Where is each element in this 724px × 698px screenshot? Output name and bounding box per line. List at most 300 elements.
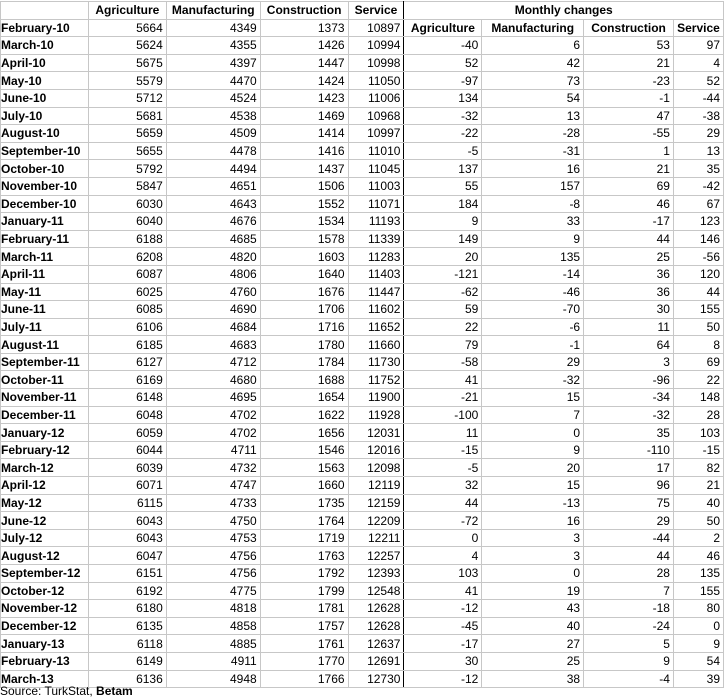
service-level: 11602	[348, 301, 404, 319]
service-change: 21	[673, 477, 723, 495]
construction-change: 5	[584, 635, 674, 653]
manufacturing-level: 4702	[166, 406, 260, 424]
construction-change: -18	[584, 600, 674, 618]
construction-level: 1764	[260, 512, 348, 530]
header-manufacturing: Manufacturing	[166, 2, 260, 20]
service-change: 123	[673, 213, 723, 231]
service-change: 69	[673, 353, 723, 371]
agriculture-change: 9	[404, 213, 482, 231]
agriculture-level: 6040	[88, 213, 166, 231]
agriculture-change: 0	[404, 529, 482, 547]
manufacturing-change: -70	[482, 301, 584, 319]
row-label: March-10	[1, 37, 89, 55]
row-label: November-11	[1, 389, 89, 407]
table-row	[1, 301, 724, 319]
service-change: 2	[673, 529, 723, 547]
manufacturing-level: 4355	[166, 37, 260, 55]
agriculture-level: 5664	[88, 19, 166, 37]
agriculture-level: 6085	[88, 301, 166, 319]
agriculture-change: -5	[404, 142, 482, 160]
agriculture-change: 103	[404, 565, 482, 583]
service-level: 11003	[348, 177, 404, 195]
construction-level: 1563	[260, 459, 348, 477]
change-header-service: Service	[673, 19, 723, 37]
construction-level: 1469	[260, 107, 348, 125]
service-change: 82	[673, 459, 723, 477]
manufacturing-change: 73	[482, 72, 584, 90]
manufacturing-change: -32	[482, 371, 584, 389]
construction-change: 35	[584, 424, 674, 442]
row-label: October-12	[1, 582, 89, 600]
service-level: 10968	[348, 107, 404, 125]
row-label: November-10	[1, 177, 89, 195]
construction-change: 25	[584, 248, 674, 266]
service-level: 11403	[348, 265, 404, 283]
manufacturing-level: 4712	[166, 353, 260, 371]
agriculture-level: 6208	[88, 248, 166, 266]
agriculture-level: 6127	[88, 353, 166, 371]
row-label: July-10	[1, 107, 89, 125]
construction-level: 1534	[260, 213, 348, 231]
construction-change: -34	[584, 389, 674, 407]
construction-change: -96	[584, 371, 674, 389]
agriculture-level: 6136	[88, 670, 166, 688]
row-label: April-10	[1, 54, 89, 72]
service-level: 12730	[348, 670, 404, 688]
service-change: -56	[673, 248, 723, 266]
construction-level: 1792	[260, 565, 348, 583]
agriculture-level: 6149	[88, 652, 166, 670]
agriculture-change: -15	[404, 441, 482, 459]
construction-change: 47	[584, 107, 674, 125]
service-level: 11339	[348, 230, 404, 248]
manufacturing-change: 9	[482, 441, 584, 459]
manufacturing-change: -1	[482, 336, 584, 354]
agriculture-change: -32	[404, 107, 482, 125]
manufacturing-level: 4470	[166, 72, 260, 90]
construction-level: 1424	[260, 72, 348, 90]
row-label: August-11	[1, 336, 89, 354]
manufacturing-change: 157	[482, 177, 584, 195]
manufacturing-change: 29	[482, 353, 584, 371]
service-change: 54	[673, 652, 723, 670]
service-change: 4	[673, 54, 723, 72]
service-level: 10897	[348, 19, 404, 37]
service-level: 12031	[348, 424, 404, 442]
table-row	[1, 529, 724, 547]
row-label: March-11	[1, 248, 89, 266]
manufacturing-level: 4397	[166, 54, 260, 72]
service-level: 12211	[348, 529, 404, 547]
service-level: 12393	[348, 565, 404, 583]
manufacturing-level: 4685	[166, 230, 260, 248]
table-row	[1, 565, 724, 583]
row-label: December-10	[1, 195, 89, 213]
service-change: 9	[673, 635, 723, 653]
service-level: 12016	[348, 441, 404, 459]
construction-level: 1688	[260, 371, 348, 389]
row-label: June-12	[1, 512, 89, 530]
construction-change: 46	[584, 195, 674, 213]
table-row	[1, 125, 724, 143]
service-level: 11900	[348, 389, 404, 407]
service-level: 11071	[348, 195, 404, 213]
service-level: 12691	[348, 652, 404, 670]
construction-level: 1506	[260, 177, 348, 195]
construction-level: 1799	[260, 582, 348, 600]
service-level: 10998	[348, 54, 404, 72]
agriculture-level: 5847	[88, 177, 166, 195]
construction-level: 1546	[260, 441, 348, 459]
agriculture-change: -58	[404, 353, 482, 371]
agriculture-level: 6135	[88, 617, 166, 635]
construction-level: 1660	[260, 477, 348, 495]
agriculture-change: 44	[404, 494, 482, 512]
manufacturing-level: 4702	[166, 424, 260, 442]
agriculture-change: -17	[404, 635, 482, 653]
service-level: 11045	[348, 160, 404, 178]
table-row	[1, 582, 724, 600]
construction-change: 21	[584, 54, 674, 72]
service-level: 12628	[348, 617, 404, 635]
table-row	[1, 248, 724, 266]
table-row	[1, 371, 724, 389]
manufacturing-level: 4676	[166, 213, 260, 231]
manufacturing-level: 4690	[166, 301, 260, 319]
construction-level: 1761	[260, 635, 348, 653]
service-level: 11010	[348, 142, 404, 160]
table-row	[1, 494, 724, 512]
agriculture-change: -72	[404, 512, 482, 530]
manufacturing-change: 15	[482, 389, 584, 407]
construction-level: 1622	[260, 406, 348, 424]
service-change: 28	[673, 406, 723, 424]
manufacturing-level: 4494	[166, 160, 260, 178]
agriculture-level: 5659	[88, 125, 166, 143]
table-row	[1, 107, 724, 125]
row-label: January-12	[1, 424, 89, 442]
service-level: 11283	[348, 248, 404, 266]
construction-change: 17	[584, 459, 674, 477]
row-label: December-11	[1, 406, 89, 424]
agriculture-change: 22	[404, 318, 482, 336]
construction-level: 1770	[260, 652, 348, 670]
row-label: August-12	[1, 547, 89, 565]
construction-level: 1735	[260, 494, 348, 512]
table-row	[1, 213, 724, 231]
service-change: 50	[673, 318, 723, 336]
agriculture-change: -121	[404, 265, 482, 283]
manufacturing-level: 4733	[166, 494, 260, 512]
table-row	[1, 512, 724, 530]
manufacturing-change: 3	[482, 529, 584, 547]
service-level: 12637	[348, 635, 404, 653]
construction-level: 1416	[260, 142, 348, 160]
manufacturing-change: 40	[482, 617, 584, 635]
row-label: June-10	[1, 89, 89, 107]
agriculture-level: 6059	[88, 424, 166, 442]
agriculture-change: -97	[404, 72, 482, 90]
header-blank	[1, 2, 89, 20]
row-label: November-12	[1, 600, 89, 618]
agriculture-level: 5792	[88, 160, 166, 178]
agriculture-change: -12	[404, 600, 482, 618]
agriculture-level: 6169	[88, 371, 166, 389]
manufacturing-level: 4885	[166, 635, 260, 653]
service-level: 11652	[348, 318, 404, 336]
agriculture-change: 11	[404, 424, 482, 442]
manufacturing-level: 4732	[166, 459, 260, 477]
service-level: 11752	[348, 371, 404, 389]
agriculture-level: 6071	[88, 477, 166, 495]
row-label: May-11	[1, 283, 89, 301]
manufacturing-change: -46	[482, 283, 584, 301]
construction-level: 1373	[260, 19, 348, 37]
header-agriculture: Agriculture	[88, 2, 166, 20]
service-change: 44	[673, 283, 723, 301]
service-change: 29	[673, 125, 723, 143]
service-change: 22	[673, 371, 723, 389]
construction-level: 1780	[260, 336, 348, 354]
construction-level: 1640	[260, 265, 348, 283]
service-change: 146	[673, 230, 723, 248]
service-level: 10994	[348, 37, 404, 55]
agriculture-level: 6192	[88, 582, 166, 600]
table-row	[1, 142, 724, 160]
row-label: April-12	[1, 477, 89, 495]
table-row	[1, 424, 724, 442]
service-change: 52	[673, 72, 723, 90]
construction-level: 1414	[260, 125, 348, 143]
table-row	[1, 652, 724, 670]
row-label: December-12	[1, 617, 89, 635]
agriculture-change: 59	[404, 301, 482, 319]
agriculture-change: 79	[404, 336, 482, 354]
manufacturing-level: 4948	[166, 670, 260, 688]
service-level: 11050	[348, 72, 404, 90]
service-level: 12209	[348, 512, 404, 530]
construction-change: -110	[584, 441, 674, 459]
manufacturing-level: 4524	[166, 89, 260, 107]
row-label: September-10	[1, 142, 89, 160]
construction-level: 1784	[260, 353, 348, 371]
construction-change: 1	[584, 142, 674, 160]
row-label: April-11	[1, 265, 89, 283]
manufacturing-change: 135	[482, 248, 584, 266]
manufacturing-level: 4651	[166, 177, 260, 195]
construction-level: 1552	[260, 195, 348, 213]
change-header-construction: Construction	[584, 19, 674, 37]
service-level: 11447	[348, 283, 404, 301]
manufacturing-change: -8	[482, 195, 584, 213]
table-row	[1, 600, 724, 618]
construction-level: 1654	[260, 389, 348, 407]
service-change: 13	[673, 142, 723, 160]
table-row	[1, 89, 724, 107]
manufacturing-level: 4756	[166, 547, 260, 565]
manufacturing-change: -6	[482, 318, 584, 336]
manufacturing-change: -14	[482, 265, 584, 283]
agriculture-level: 6030	[88, 195, 166, 213]
construction-change: 29	[584, 512, 674, 530]
table-row	[1, 19, 724, 37]
row-label: October-10	[1, 160, 89, 178]
service-change: 148	[673, 389, 723, 407]
table-row	[1, 195, 724, 213]
construction-change: -23	[584, 72, 674, 90]
employment-table	[0, 1, 724, 688]
manufacturing-change: 0	[482, 565, 584, 583]
agriculture-level: 6151	[88, 565, 166, 583]
construction-change: 3	[584, 353, 674, 371]
construction-change: 96	[584, 477, 674, 495]
header-service: Service	[348, 2, 404, 20]
service-change: -42	[673, 177, 723, 195]
table-row	[1, 54, 724, 72]
row-label: June-11	[1, 301, 89, 319]
agriculture-change: -45	[404, 617, 482, 635]
table-row	[1, 336, 724, 354]
agriculture-change: 41	[404, 582, 482, 600]
manufacturing-change: 19	[482, 582, 584, 600]
agriculture-level: 6106	[88, 318, 166, 336]
table-row	[1, 617, 724, 635]
table-row	[1, 318, 724, 336]
header-construction: Construction	[260, 2, 348, 20]
manufacturing-change: 27	[482, 635, 584, 653]
service-change: -38	[673, 107, 723, 125]
header-row	[1, 2, 724, 20]
construction-level: 1766	[260, 670, 348, 688]
manufacturing-change: 3	[482, 547, 584, 565]
row-label: February-11	[1, 230, 89, 248]
manufacturing-change: 43	[482, 600, 584, 618]
agriculture-level: 6047	[88, 547, 166, 565]
agriculture-level: 6025	[88, 283, 166, 301]
construction-change: 36	[584, 283, 674, 301]
agriculture-change: 134	[404, 89, 482, 107]
table-row	[1, 441, 724, 459]
construction-level: 1423	[260, 89, 348, 107]
row-label: September-11	[1, 353, 89, 371]
row-label: September-12	[1, 565, 89, 583]
manufacturing-level: 4683	[166, 336, 260, 354]
manufacturing-change: 33	[482, 213, 584, 231]
agriculture-level: 6048	[88, 406, 166, 424]
row-label: January-13	[1, 635, 89, 653]
construction-change: 69	[584, 177, 674, 195]
change-header-agriculture: Agriculture	[404, 19, 482, 37]
manufacturing-change: 42	[482, 54, 584, 72]
manufacturing-level: 4349	[166, 19, 260, 37]
agriculture-level: 6185	[88, 336, 166, 354]
service-change: 39	[673, 670, 723, 688]
construction-change: 9	[584, 652, 674, 670]
table-row	[1, 635, 724, 653]
agriculture-change: -40	[404, 37, 482, 55]
construction-change: -17	[584, 213, 674, 231]
manufacturing-level: 4858	[166, 617, 260, 635]
construction-change: -44	[584, 529, 674, 547]
manufacturing-level: 4643	[166, 195, 260, 213]
service-level: 12159	[348, 494, 404, 512]
manufacturing-change: 54	[482, 89, 584, 107]
construction-change: 75	[584, 494, 674, 512]
service-level: 12548	[348, 582, 404, 600]
manufacturing-change: 16	[482, 512, 584, 530]
service-level: 12098	[348, 459, 404, 477]
table-row	[1, 230, 724, 248]
manufacturing-change: 7	[482, 406, 584, 424]
manufacturing-change: 9	[482, 230, 584, 248]
construction-change: 44	[584, 547, 674, 565]
construction-level: 1656	[260, 424, 348, 442]
manufacturing-change: 16	[482, 160, 584, 178]
table-row	[1, 547, 724, 565]
change-header-manufacturing: Manufacturing	[482, 19, 584, 37]
service-level: 11730	[348, 353, 404, 371]
manufacturing-level: 4753	[166, 529, 260, 547]
construction-change: 28	[584, 565, 674, 583]
construction-change: 36	[584, 265, 674, 283]
construction-level: 1578	[260, 230, 348, 248]
row-label: May-10	[1, 72, 89, 90]
agriculture-change: 32	[404, 477, 482, 495]
row-label: July-11	[1, 318, 89, 336]
service-level: 11193	[348, 213, 404, 231]
manufacturing-level: 4509	[166, 125, 260, 143]
service-change: 8	[673, 336, 723, 354]
agriculture-change: 184	[404, 195, 482, 213]
service-change: 67	[673, 195, 723, 213]
agriculture-change: -5	[404, 459, 482, 477]
source-prefix: Source: TurkStat,	[0, 684, 97, 698]
construction-level: 1757	[260, 617, 348, 635]
agriculture-level: 6115	[88, 494, 166, 512]
table-row	[1, 177, 724, 195]
row-label: May-12	[1, 494, 89, 512]
construction-change: -32	[584, 406, 674, 424]
manufacturing-level: 4538	[166, 107, 260, 125]
service-level: 11006	[348, 89, 404, 107]
agriculture-level: 6043	[88, 512, 166, 530]
construction-level: 1447	[260, 54, 348, 72]
manufacturing-level: 4818	[166, 600, 260, 618]
construction-change: -55	[584, 125, 674, 143]
table-row	[1, 406, 724, 424]
table-row	[1, 477, 724, 495]
service-change: -15	[673, 441, 723, 459]
agriculture-change: 30	[404, 652, 482, 670]
manufacturing-level: 4684	[166, 318, 260, 336]
service-change: 50	[673, 512, 723, 530]
manufacturing-level: 4806	[166, 265, 260, 283]
manufacturing-level: 4760	[166, 283, 260, 301]
row-label: March-13	[1, 670, 89, 688]
agriculture-level: 5579	[88, 72, 166, 90]
agriculture-change: 149	[404, 230, 482, 248]
manufacturing-change: 25	[482, 652, 584, 670]
manufacturing-change: -28	[482, 125, 584, 143]
service-level: 11660	[348, 336, 404, 354]
source-note	[0, 684, 133, 698]
construction-level: 1719	[260, 529, 348, 547]
construction-level: 1716	[260, 318, 348, 336]
agriculture-change: -62	[404, 283, 482, 301]
construction-change: 30	[584, 301, 674, 319]
row-label: January-11	[1, 213, 89, 231]
construction-level: 1603	[260, 248, 348, 266]
